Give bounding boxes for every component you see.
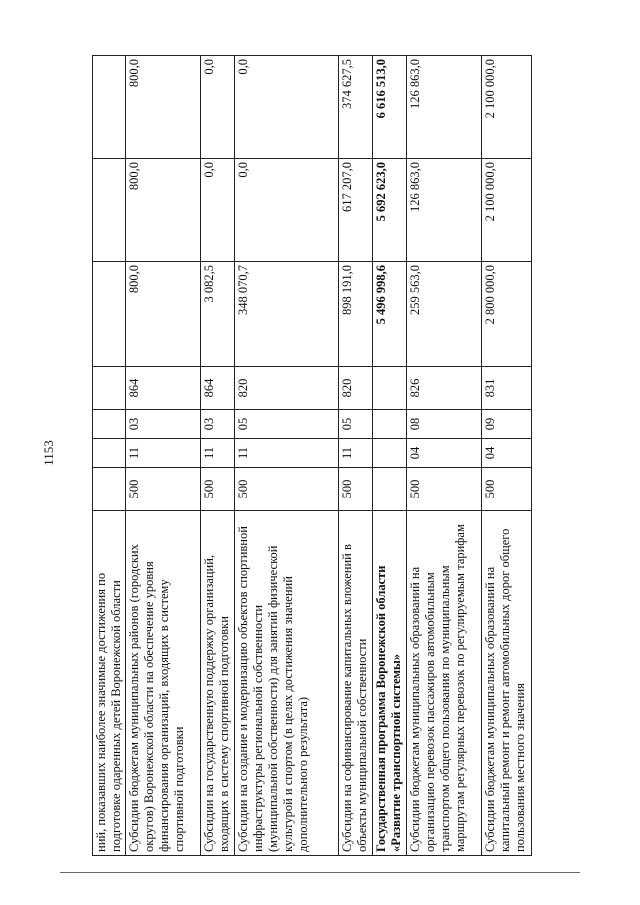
name-cell: Субсидии на создание и модернизацию объектов спортивной инфраструктуры региональной собственности (муниципальной собственности) для занятий физической культурой и спортом (в целях достижения значений дополнительного результата) (235, 511, 339, 856)
name-cell: Субсидии на государственную поддержку организаций, входящих в систему спортивной подготовки (201, 511, 235, 856)
year3-amount-cell: 374 627,5 (339, 56, 373, 159)
table-row (93, 56, 126, 856)
year3-amount-cell: 0,0 (201, 56, 235, 159)
year2-amount-cell: 617 207,0 (339, 159, 373, 262)
budget-table (92, 55, 532, 856)
section-cell: 11 (235, 439, 339, 468)
year1-amount-cell: 348 070,7 (235, 262, 339, 367)
year1-amount-cell: 259 563,0 (407, 262, 482, 367)
grbs-cell: 500 (407, 468, 482, 511)
section-cell: 11 (126, 439, 201, 468)
table-row (201, 56, 235, 856)
expense-type-cell: 826 (407, 367, 482, 410)
year2-amount-cell: 126 863,0 (407, 159, 482, 262)
expense-type-cell: 864 (126, 367, 201, 410)
subsection-cell: 09 (482, 410, 532, 439)
section-cell: 04 (482, 439, 532, 468)
table-row (373, 56, 407, 856)
year3-amount-cell (93, 56, 126, 159)
year2-amount-cell: 2 100 000,0 (482, 159, 532, 262)
year3-amount-cell: 6 616 513,0 (373, 56, 407, 159)
section-cell: 11 (339, 439, 373, 468)
expense-type-cell (93, 367, 126, 410)
subsection-cell: 05 (235, 410, 339, 439)
expense-type-cell: 820 (235, 367, 339, 410)
expense-type-cell: 831 (482, 367, 532, 410)
expense-type-cell: 820 (339, 367, 373, 410)
expense-type-cell: 864 (201, 367, 235, 410)
year1-amount-cell: 2 800 000,0 (482, 262, 532, 367)
section-cell (373, 439, 407, 468)
year2-amount-cell: 0,0 (201, 159, 235, 262)
subsection-cell: 08 (407, 410, 482, 439)
name-cell: ний, показавших наиболее значимые достижения по подготовке одаренных детей Воронежской области (93, 511, 126, 856)
section-cell (93, 439, 126, 468)
expense-type-cell (373, 367, 407, 410)
year1-amount-cell: 5 496 998,6 (373, 262, 407, 367)
table-row (339, 56, 373, 856)
name-cell: Субсидии на софинансирование капитальных вложений в объекты муниципальной собственности (339, 511, 373, 856)
year3-amount-cell: 2 100 000,0 (482, 56, 532, 159)
subsection-cell (93, 410, 126, 439)
page-number: 1153 (40, 440, 56, 466)
name-cell: Субсидии бюджетам муниципальных районов (городских округов) Воронежской области на обеспечение уровня финансирования организаций, входящих в систему спортивной подготовки (126, 511, 201, 856)
table-row (126, 56, 201, 856)
subsection-cell: 03 (201, 410, 235, 439)
rotated-budget-table (92, 56, 572, 856)
subsection-cell (373, 410, 407, 439)
grbs-cell: 500 (339, 468, 373, 511)
section-cell: 04 (407, 439, 482, 468)
year1-amount-cell (93, 262, 126, 367)
section-cell: 11 (201, 439, 235, 468)
year2-amount-cell: 5 692 623,0 (373, 159, 407, 262)
name-cell: Государственная программа Воронежской области «Развитие транспортной системы» (373, 511, 407, 856)
grbs-cell: 500 (126, 468, 201, 511)
year3-amount-cell: 126 863,0 (407, 56, 482, 159)
year1-amount-cell: 800,0 (126, 262, 201, 367)
year2-amount-cell (93, 159, 126, 262)
grbs-cell: 500 (482, 468, 532, 511)
subsection-cell: 03 (126, 410, 201, 439)
grbs-cell (373, 468, 407, 511)
year2-amount-cell: 0,0 (235, 159, 339, 262)
table-row (482, 56, 532, 856)
year3-amount-cell: 800,0 (126, 56, 201, 159)
grbs-cell (93, 468, 126, 511)
year3-amount-cell: 0,0 (235, 56, 339, 159)
name-cell: Субсидии бюджетам муниципальных образований на капитальный ремонт и ремонт автомобильных дорог общего пользования местного значения (482, 511, 532, 856)
year2-amount-cell: 800,0 (126, 159, 201, 262)
grbs-cell: 500 (235, 468, 339, 511)
grbs-cell: 500 (201, 468, 235, 511)
year1-amount-cell: 898 191,0 (339, 262, 373, 367)
subsection-cell: 05 (339, 410, 373, 439)
bottom-rule (60, 872, 580, 873)
name-cell: Субсидии бюджетам муниципальных образований на организацию перевозок пассажиров автомобильным транспортом общего пользования по муниципальным маршрутам регулярных перевозок по регулируемым тарифам (407, 511, 482, 856)
year1-amount-cell: 3 082,5 (201, 262, 235, 367)
table-row (407, 56, 482, 856)
table-row (235, 56, 339, 856)
